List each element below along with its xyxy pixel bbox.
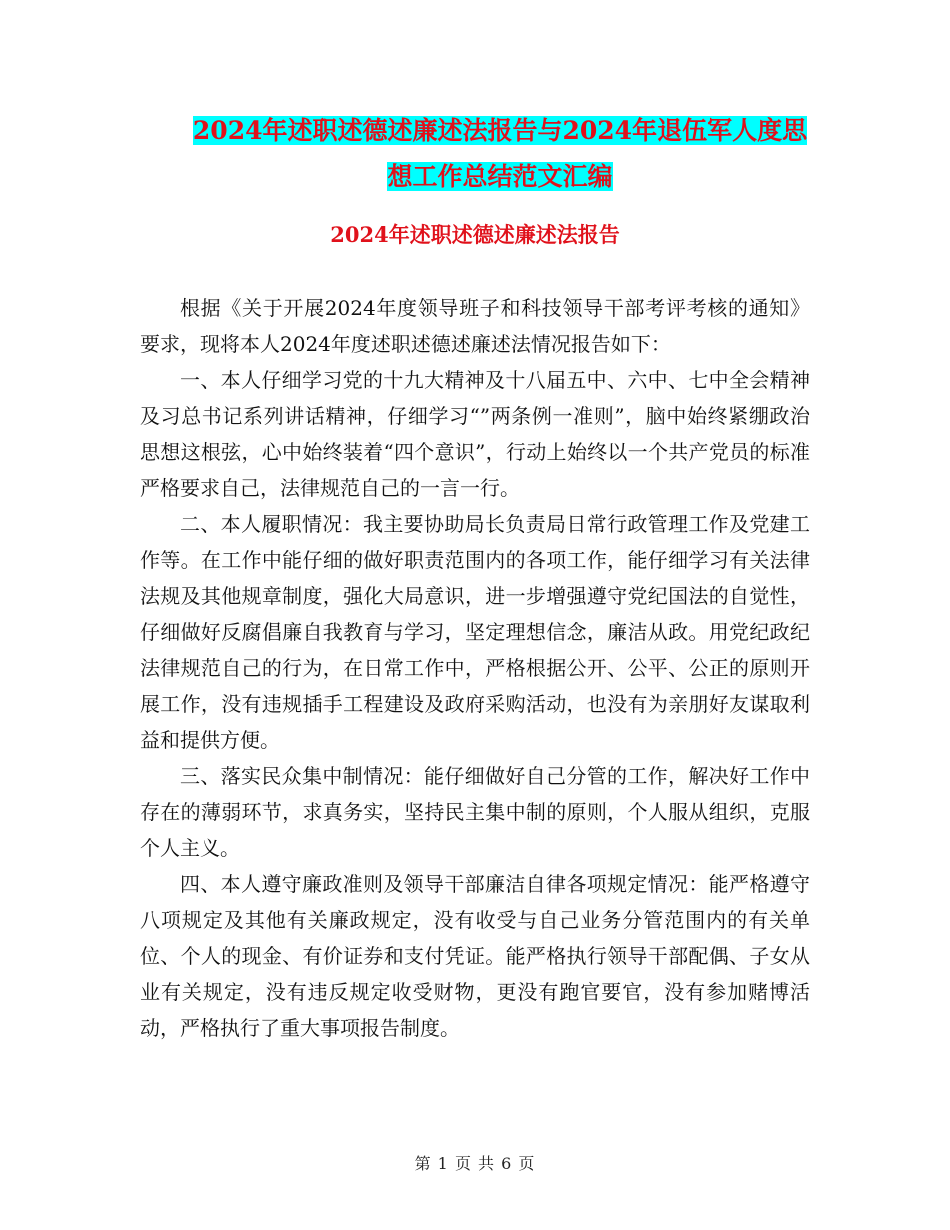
paragraph: 二、本人履职情况：我主要协助局长负责局日常行政管理工作及党建工作等。在工作中能仔细的做好职责范围内的各项工作，能仔细学习有关法律法规及其他规章制度，强化大局意识，进一步增强遵守党纪国法的自觉性，仔细做好反腐倡廉自我教育与学习，坚定理想信念，廉洁从政。用党纪政纪法律规范自己的行为，在日常工作中，严格根据公开、公平、公正的原则开展工作，没有违规插手工程建设及政府采购活动，也没有为亲朋好友谋取利益和提供方便。 [140, 512, 810, 752]
document-title [140, 108, 860, 200]
paragraph: 一、本人仔细学习党的十九大精神及十八届五中、六中、七中全会精神及习总书记系列讲话精神，仔细学习“”两条例一准则”，脑中始终紧绷政治思想这根弦，心中始终装着“四个意识”，行动上始终以一个共产党员的标准严格要求自己，法律规范自己的一言一行。 [140, 368, 810, 500]
title-line-1: 2024年述职述德述廉述法报告与2024年退伍军人度思 [192, 116, 808, 145]
section-title: 2024年述职述德述廉述法报告 [330, 222, 620, 247]
paragraph: 四、本人遵守廉政准则及领导干部廉洁自律各项规定情况：能严格遵守八项规定及其他有关廉政规定，没有收受与自己业务分管范围内的有关单位、个人的现金、有价证券和支付凭证。能严格执行领导干部配偶、子女从业有关规定，没有违反规定收受财物，更没有跑官要官，没有参加赌博活动，严格执行了重大事项报告制度。 [140, 872, 810, 1040]
paragraph: 三、落实民众集中制情况：能仔细做好自己分管的工作，解决好工作中存在的薄弱环节，求真务实，坚持民主集中制的原则，个人服从组织，克服个人主义。 [140, 764, 810, 860]
paragraph: 根据《关于开展2024年度领导班子和科技领导干部考评考核的通知》要求，现将本人2024年度述职述德述廉述法情况报告如下： [140, 296, 810, 356]
page-footer: 第 1 页 共 6 页 [414, 1154, 536, 1173]
title-line-2: 想工作总结范文汇编 [387, 162, 613, 191]
document-body [140, 290, 810, 1046]
